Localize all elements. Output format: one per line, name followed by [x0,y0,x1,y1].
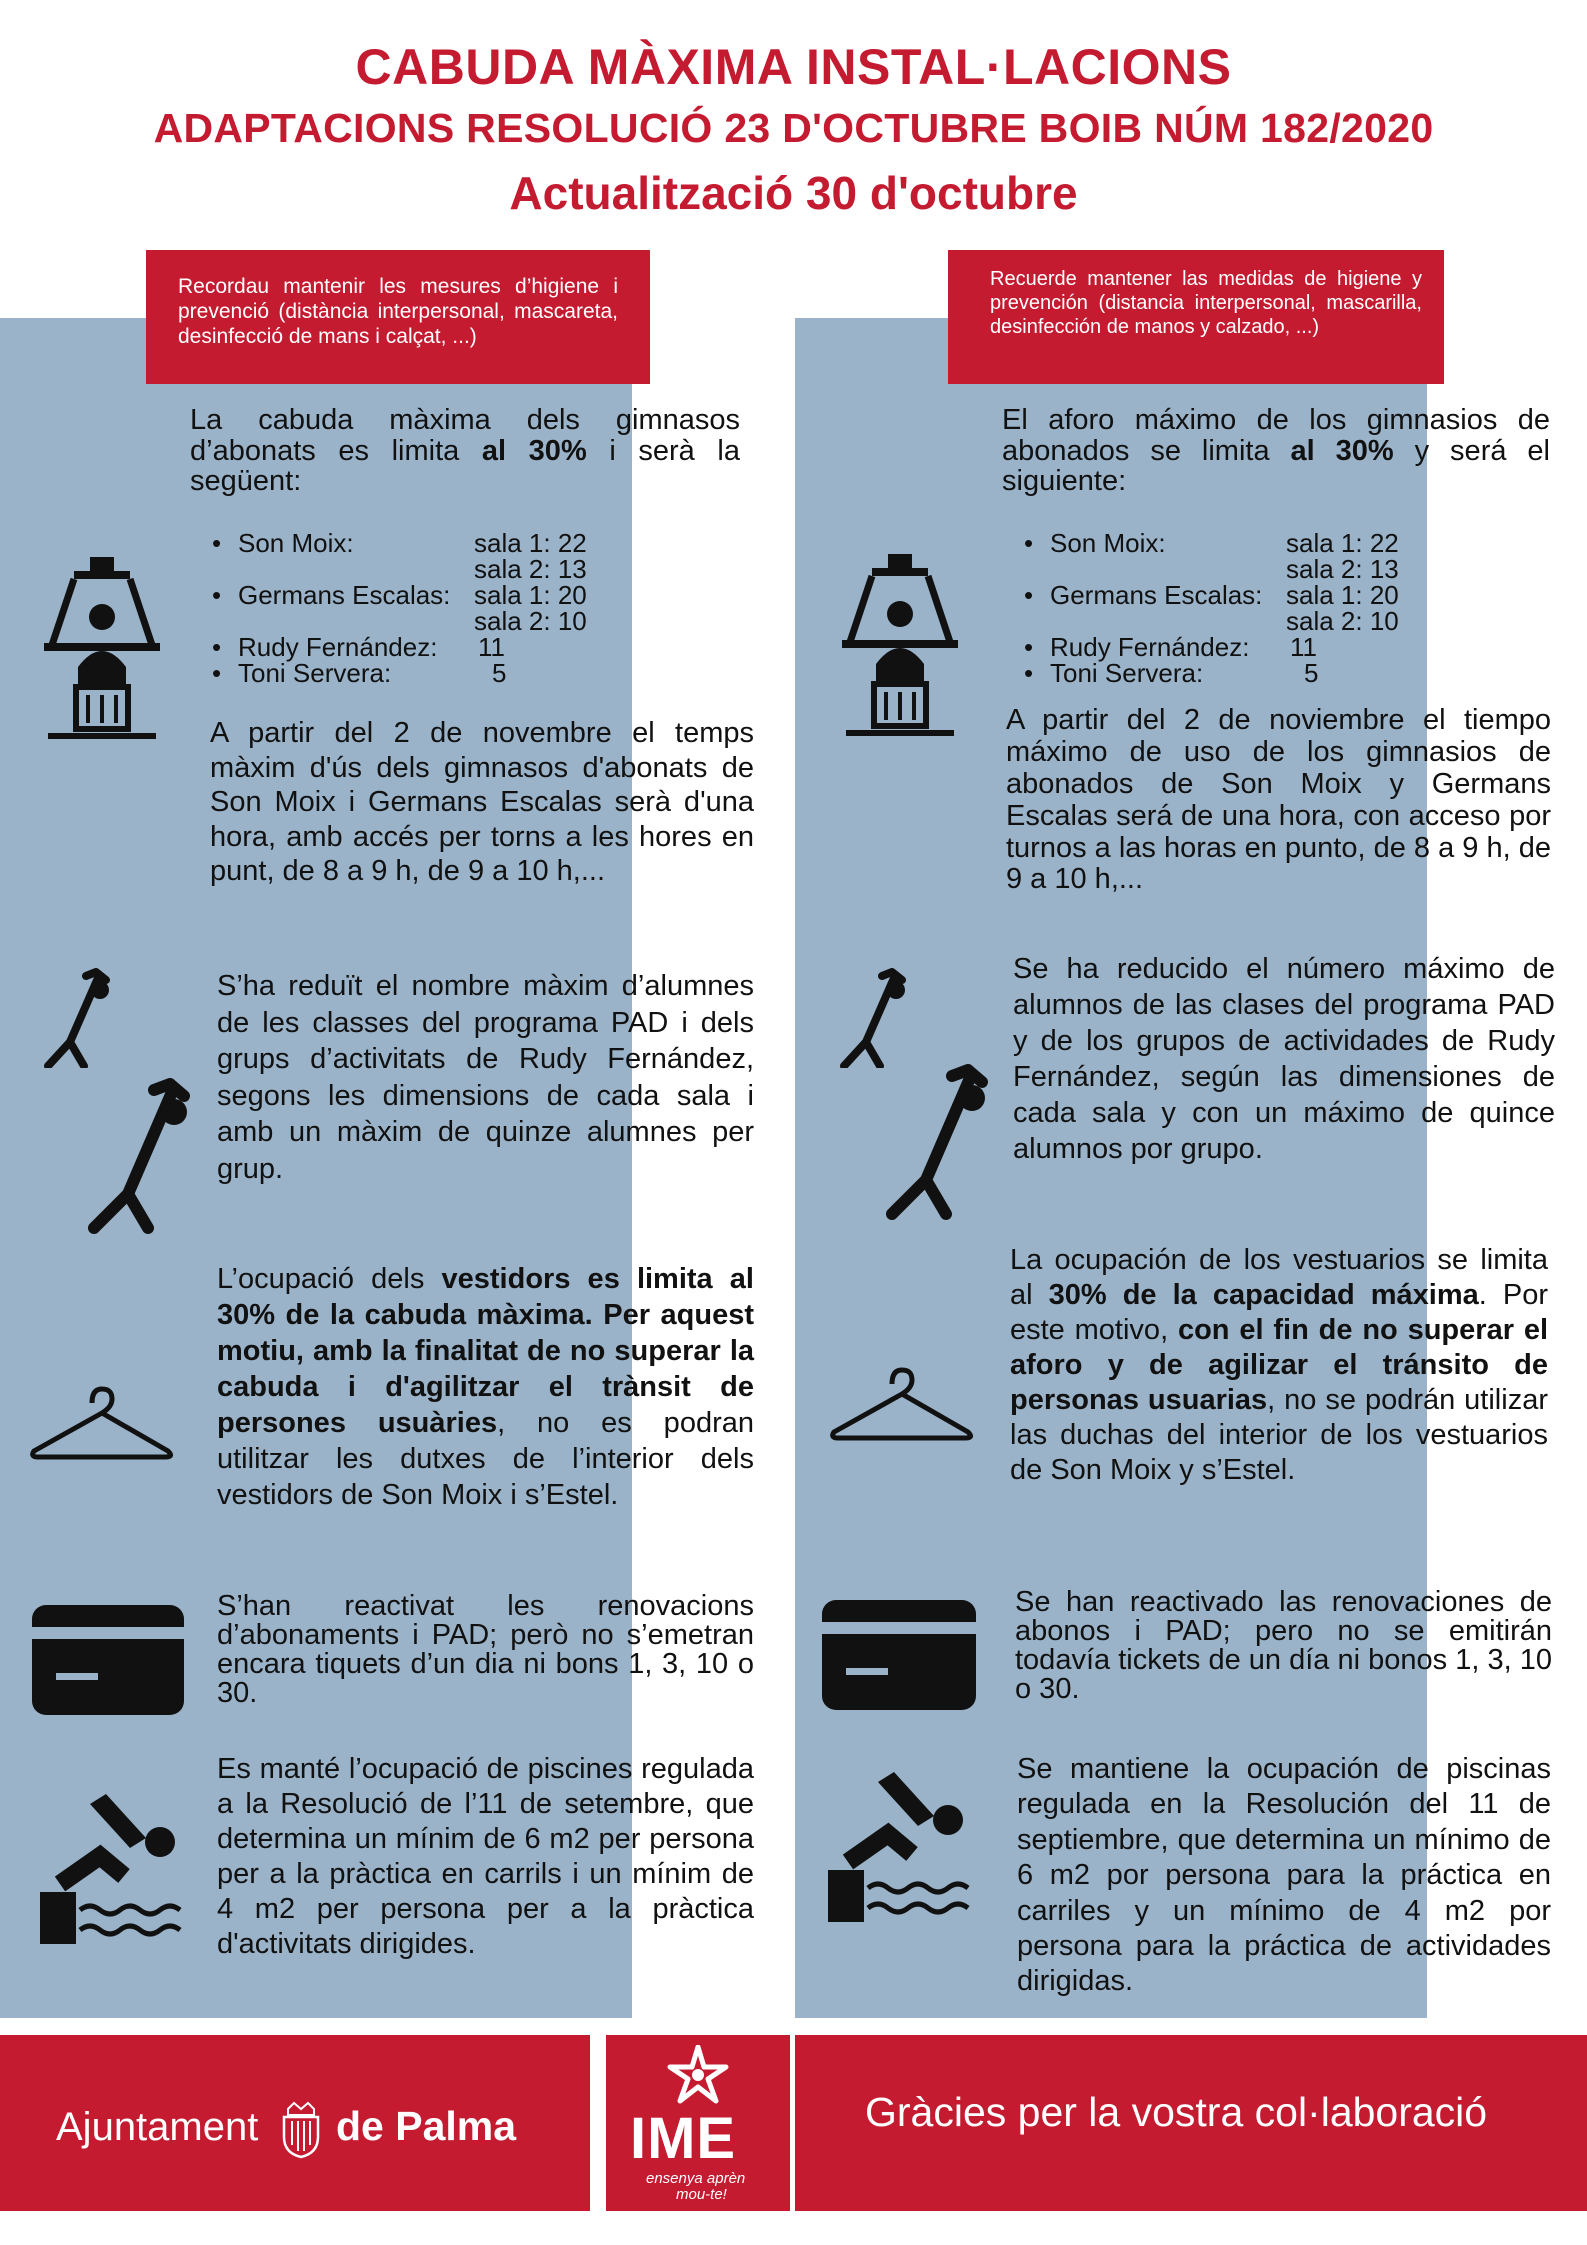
palma-coat-of-arms-icon [276,2101,326,2159]
swimmer-icon [828,1768,978,1924]
renewals-ca: S’han reactivat les renovacions d’abonaments i PAD; però no s’emetran encara tiquets d’un dia ni bons 1, 3, 10 o 30. [217,1590,754,1709]
renewals-es: Se han reactivado las renovaciones de abonos i PAD; pero no se emitirán todavía tickets de un día ni bonos 1, 3, 10 o 30. [1015,1586,1552,1705]
credit-card-icon [32,1605,184,1715]
gym-machine-icon [838,552,962,742]
page-title: CABUDA MÀXIMA INSTAL·LACIONS [355,39,1232,95]
list-item: sala 2: 10 [1286,606,1399,636]
gym-capacity-intro-es: El aforo máximo de los gimnasios de abonados se limita al 30% y será el siguiente: [1002,404,1550,498]
pad-classes-es: Se ha reducido el número máximo de alumnos de las clases del programa PAD y de los grupos de actividades de Rudy Fernández, según las dimensiones de cada sala y con un máximo de quince alumnos por grupo. [1013,953,1555,1165]
hygiene-notice-ca: Recordau mantenir les mesures d’higiene i prevenció (distància interpersonal, mascareta, desinfecció de mans i calçat, ...) [146,250,650,384]
thanks-message: Gràcies per la vostra col·laboració [865,2089,1488,2135]
gym-time-ca: A partir del 2 de novembre el temps màxim d'ús dels gimnasos d'abonats de Son Moix i Germans Escalas serà d'una hora, amb accés per torns a les hores en punt, de 8 a 9 h, de 9 a 10 h,... [210,717,754,887]
list-item: • Germans Escalas: sala 1: 20 [212,580,587,610]
update-date: Actualització 30 d'octubre [509,167,1078,219]
ajuntament-label: Ajuntament [56,2105,259,2149]
hanger-icon [30,1385,174,1465]
pools-es: Se mantiene la ocupación de piscinas regulada en la Resolución del 11 de septiembre, que determina un mínimo de 6 m2 por persona para la práctica en carriles y un mínimo de 4 m2 por persona para la práctica de actividades dirigidas. [1017,1753,1551,1998]
ime-slogan: ensenya aprèn mou-te! [646,2170,746,2203]
gym-time-es: A partir del 2 de noviembre el tiempo máximo de uso de los gimnasios de abonados de Son Moix y Germans Escalas será de una hora, con acceso por turnos a las horas en punto, de 8 a 9 h, de 9 a 10 h,... [1006,704,1551,896]
footer-thanks [795,2035,1587,2211]
pilates-small-icon [40,968,112,1068]
list-item: • Toni Servera: 5 [212,658,507,688]
credit-card-icon [822,1600,976,1710]
hygiene-notice-es: Recuerde mantener las medidas de higiene y prevención (distancia interpersonal, mascarilla, desinfección de manos y calzado, ...) [948,250,1444,384]
page-subtitle: ADAPTACIONS RESOLUCIÓ 23 D'OCTUBRE BOIB NÚM 182/2020 [153,105,1434,151]
palma-label: de Palma [336,2103,517,2149]
pad-classes-ca: S’ha reduït el nombre màxim d’alumnes de les classes del programa PAD i dels grups d’activitats de Rudy Fernández, segons les dimensions de cada sala i amb un màxim de quinze alumnes per grup. [217,970,754,1185]
list-item: sala 2: 13 [1286,554,1399,584]
gym-machine-icon [40,555,164,745]
list-item: sala 2: 13 [474,554,587,584]
gym-capacity-list-es [1024,530,1424,686]
footer-ajuntament [0,2035,590,2211]
ime-logo-text: IME [630,2106,737,2171]
ime-star-icon [666,2045,730,2105]
gym-capacity-list-ca [212,530,612,686]
list-item: • Rudy Fernández: 11 [212,632,505,662]
list-item: • Son Moix: sala 1: 22 [1024,528,1399,558]
list-item: • Rudy Fernández: 11 [1024,632,1317,662]
gym-capacity-intro-ca: La cabuda màxima dels gimnasos d’abonats es limita al 30% i serà la següent: [190,404,740,498]
lockers-ca: L’ocupació dels vestidors es limita al 30% de la cabuda màxima. Per aquest motiu, amb la finalitat de no superar la cabuda i d'agilitzar el trànsit de persones usuàries, no es podran utilitzar les dutxes de l’interior dels vestidors de Son Moix i s’Estel. [217,1263,754,1511]
pilates-large-icon [880,1064,990,1220]
pilates-small-icon [836,968,908,1068]
lockers-es: La ocupación de los vestuarios se limita al 30% de la capacidad máxima. Por este motivo, con el fin de no superar el aforo y de agilizar el tránsito de personas usuarias, no se podrán utilizar las duchas del interior de los vestuarios de Son Moix y s’Estel. [1010,1244,1549,1487]
pools-ca: Es manté l’ocupació de piscines regulada a la Resolució de l’11 de setembre, que determina un mínim de 6 m2 per persona per a la pràctica en carrils i un mínim de 4 m2 per persona per a la pràctica d'activitats dirigides. [217,1753,754,1961]
footer-ime-logo [606,2035,790,2211]
list-item: • Germans Escalas: sala 1: 20 [1024,580,1399,610]
pilates-large-icon [82,1078,192,1234]
swimmer-icon [40,1790,190,1946]
hanger-icon [830,1366,974,1446]
list-item: • Toni Servera: 5 [1024,658,1319,688]
list-item: • Son Moix: sala 1: 22 [212,528,587,558]
list-item: sala 2: 10 [474,606,587,636]
